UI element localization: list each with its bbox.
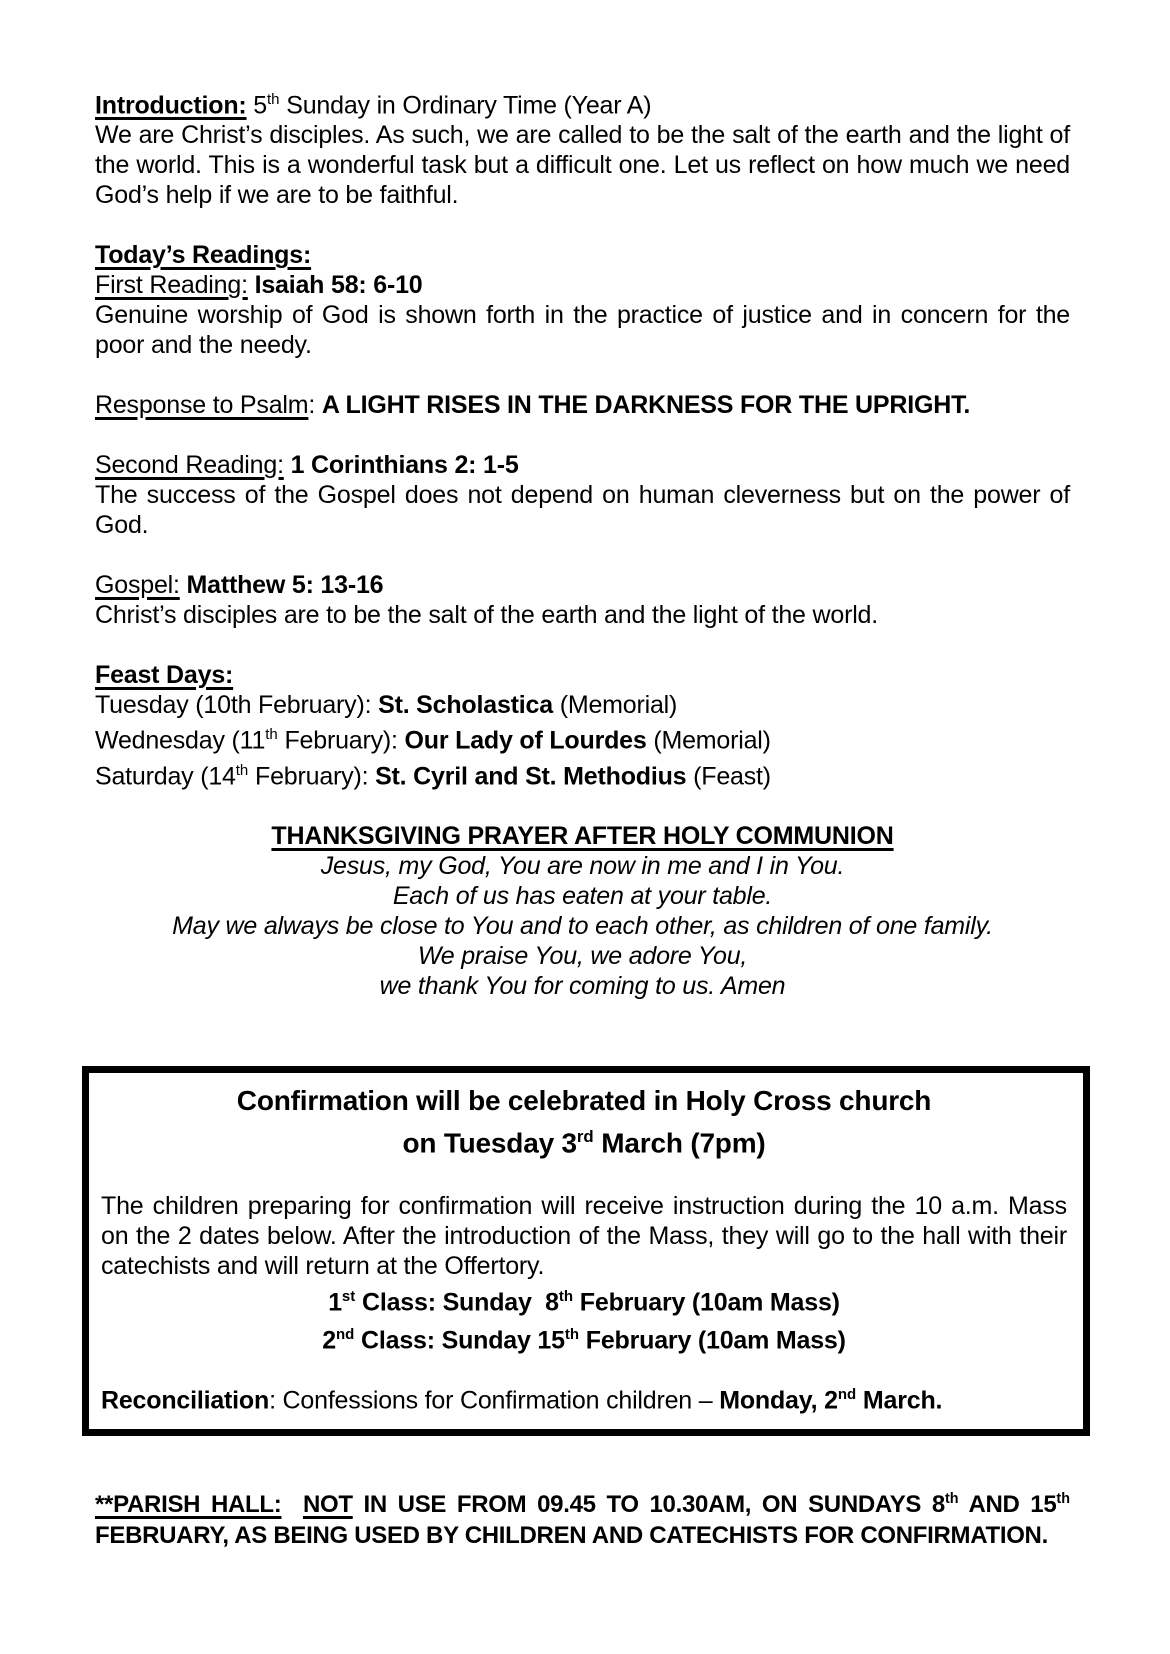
readings-heading xyxy=(95,240,1070,270)
text-segment: 1 xyxy=(328,1288,342,1317)
text-segment: (Feast) xyxy=(686,761,771,790)
text-segment: Introduction: xyxy=(95,91,247,120)
prayer-line-1: Jesus, my God, You are now in me and I in You. xyxy=(320,851,845,880)
text-segment: March (7pm) xyxy=(593,1127,766,1159)
intro-heading xyxy=(95,85,1070,120)
prayer-heading xyxy=(95,821,1070,851)
text-segment: Our Lady of Lourdes xyxy=(404,726,647,755)
text-segment xyxy=(180,571,187,599)
text-segment: Gospel: xyxy=(95,571,180,600)
text-segment: Monday, 2 xyxy=(719,1386,838,1415)
text-segment: (Memorial) xyxy=(552,691,678,720)
text-segment: February): xyxy=(248,761,376,790)
text-segment: 1 Corinthians 2: 1-5 xyxy=(290,451,519,480)
second-reading-summary: The success of the Gospel does not depend on human cleverness but on the power of God. xyxy=(95,481,1070,540)
text-segment: FEBRUARY, AS BEING USED BY CHILDREN AND CATECHISTS FOR CONFIRMATION. xyxy=(95,1522,1048,1550)
confirmation-title-line1: Confirmation will be celebrated in Holy Cross church xyxy=(236,1084,932,1116)
text-segment: th xyxy=(266,91,280,108)
text-segment: A LIGHT RISES IN THE DARKNESS FOR THE UPRIGHT. xyxy=(321,391,971,420)
text-segment: nd xyxy=(837,1385,857,1403)
text-segment: Second Reading: xyxy=(95,451,284,480)
text-segment: st xyxy=(341,1288,356,1306)
text-segment: (Memorial) xyxy=(646,726,771,755)
psalm-response xyxy=(95,390,1070,420)
confirmation-notice-box xyxy=(82,1066,1090,1436)
gospel-summary: Christ’s disciples are to be the salt of the earth and the light of the world. xyxy=(95,601,878,630)
text-segment: Saturday (14 xyxy=(95,761,236,790)
text-segment: Response to Psalm xyxy=(95,391,309,420)
text-segment: : xyxy=(308,391,322,420)
text-segment: Feast Days: xyxy=(95,661,234,690)
confirmation-body: The children preparing for confirmation will receive instruction during the 10 a.m. Mass on the 2 dates below. After the introduction of the Mass, they will go to the hall with their catechists and will return at the Offertory. xyxy=(101,1192,1067,1281)
confirmation-class-1 xyxy=(101,1281,1067,1318)
text-segment: th xyxy=(1056,1491,1070,1508)
text-segment: Class: Sunday 8 xyxy=(355,1288,559,1317)
text-segment: AND 15 xyxy=(958,1491,1057,1519)
text-segment: February (10am Mass) xyxy=(579,1325,846,1354)
prayer-line-3: May we always be close to You and to each other, as children of one family. xyxy=(172,911,993,940)
text-segment: IN USE FROM 09.45 TO 10.30AM, ON SUNDAYS 8 xyxy=(352,1491,945,1519)
intro-body: We are Christ’s disciples. As such, we are called to be the salt of the earth and the light of the world. This is a wonderful task but a difficult one. Let us reflect on how much we need God’s help if we are to be faithful. xyxy=(95,121,1070,210)
feast-day-wednesday xyxy=(95,720,1070,755)
text-segment: on Tuesday 3 xyxy=(402,1127,577,1159)
text-segment: Class: Sunday 15 xyxy=(354,1325,565,1354)
reconciliation-note xyxy=(101,1380,1067,1415)
gospel-title xyxy=(95,570,1070,600)
text-segment: First Reading: xyxy=(95,271,248,300)
text-segment: Sunday in Ordinary Time (Year A) xyxy=(279,91,652,120)
text-segment: rd xyxy=(576,1126,594,1146)
feast-days-heading xyxy=(95,660,1070,690)
text-segment: th xyxy=(944,1491,959,1508)
text-segment: th xyxy=(564,1325,580,1343)
feast-day-saturday xyxy=(95,756,1070,791)
text-segment: St. Scholastica xyxy=(378,691,553,720)
text-segment: th xyxy=(235,761,249,779)
text-segment: 2 xyxy=(322,1325,336,1354)
text-segment: : Confessions for Confirmation children – xyxy=(269,1386,720,1415)
first-reading-title xyxy=(95,270,1070,300)
text-segment xyxy=(281,1491,303,1518)
text-segment: THANKSGIVING PRAYER AFTER HOLY COMMUNION xyxy=(271,821,894,850)
first-reading-summary: Genuine worship of God is shown forth in the practice of justice and in concern for the poor and the needy. xyxy=(95,301,1070,360)
text-segment: March. xyxy=(856,1386,943,1415)
text-segment: February (10am Mass) xyxy=(573,1288,840,1317)
text-segment: 5 xyxy=(246,91,267,120)
prayer-line-2: Each of us has eaten at your table. xyxy=(392,881,773,910)
confirmation-title-line2 xyxy=(101,1119,1067,1161)
text-segment: Isaiah 58: 6-10 xyxy=(254,271,423,300)
text-segment: Wednesday (11 xyxy=(95,726,266,755)
confirmation-class-2 xyxy=(101,1319,1067,1356)
prayer-line-5: we thank You for coming to us. Amen xyxy=(379,971,786,1000)
text-segment: Matthew 5: 13-16 xyxy=(186,571,384,600)
text-segment xyxy=(284,451,291,479)
text-segment: **PARISH HALL: xyxy=(95,1491,282,1519)
text-segment: St. Cyril and St. Methodius xyxy=(375,761,687,790)
text-segment: nd xyxy=(335,1325,355,1343)
text-segment: NOT xyxy=(302,1491,353,1519)
parish-hall-notice xyxy=(95,1484,1070,1551)
second-reading-title xyxy=(95,450,1070,480)
text-segment: Reconciliation xyxy=(101,1386,270,1415)
text-segment: Today’s Readings: xyxy=(95,241,312,270)
text-segment: Tuesday (10th February): xyxy=(95,691,379,720)
text-segment: th xyxy=(265,726,278,744)
prayer-line-4: We praise You, we adore You, xyxy=(417,941,748,970)
text-segment: th xyxy=(558,1288,574,1306)
text-segment: February): xyxy=(277,726,405,755)
feast-day-tuesday xyxy=(95,690,1070,720)
text-segment xyxy=(248,271,255,299)
